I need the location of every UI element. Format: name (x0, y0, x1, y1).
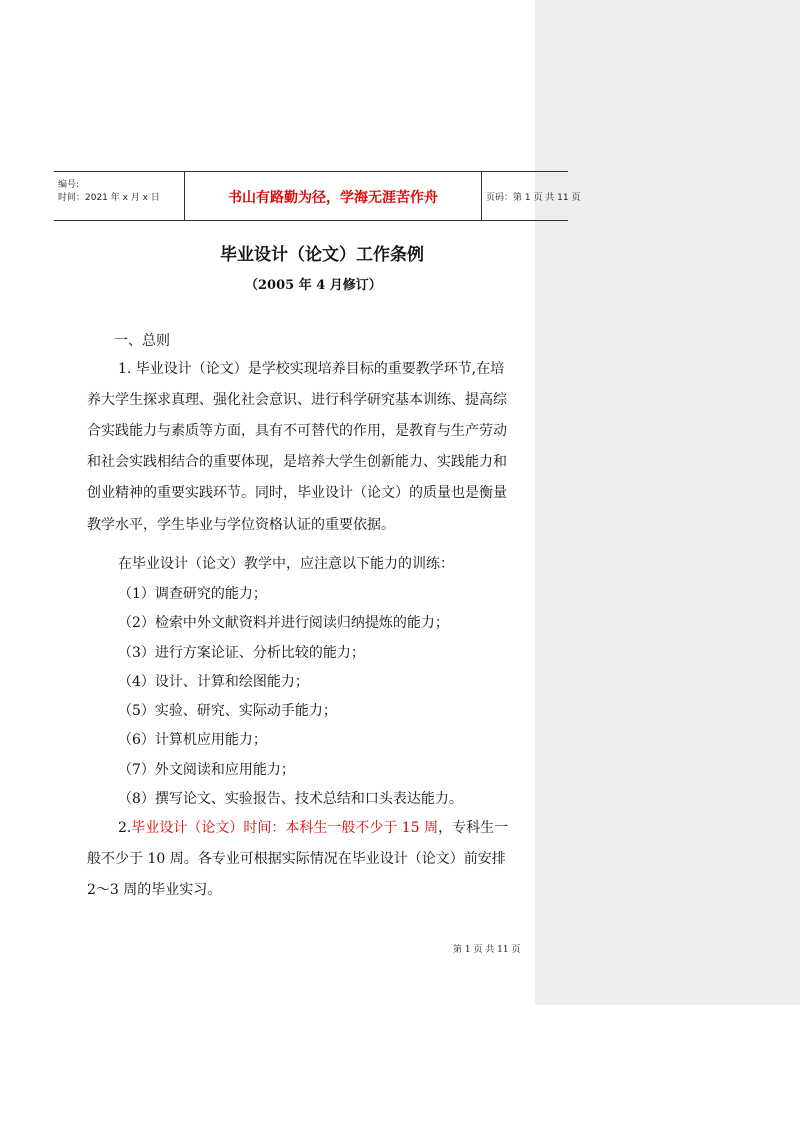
para1-line: 教学水平，学生毕业与学位资格认证的重要依据。 (87, 517, 395, 533)
para2-highlight: 毕业设计（论文）时间：本科生一般不少于 15 周 (131, 820, 439, 836)
para1-line: 创业精神的重要实践环节。同时，毕业设计（论文）的质量也是衡量 (87, 485, 507, 501)
ability-item: （6）计算机应用能力； (118, 732, 267, 748)
ability-item: （1）调查研究的能力； (118, 586, 267, 602)
header-right-cell (481, 172, 581, 220)
header-time: 时间：2021 年 x 月 x 日 (58, 193, 160, 203)
header-left-cell (54, 172, 184, 220)
header-motto: 书山有路勤为径，学海无涯苦作舟 (228, 190, 438, 206)
section-heading: 一、总则 (114, 333, 170, 349)
header-number: 编号: (58, 180, 80, 190)
document-subtitle: （2005 年 4 月修订） (245, 278, 382, 293)
para1-line: 合实践能力与素质等方面，具有不可替代的作用，是教育与生产劳动 (87, 423, 507, 439)
para2-line3: 2～3 周的毕业实习。 (87, 882, 222, 898)
ability-item: （5）实验、研究、实际动手能力； (118, 703, 337, 719)
para1-line: 和社会实践相结合的重要体现，是培养大学生创新能力、实践能力和 (87, 454, 507, 470)
ability-item: （3）进行方案论证、分析比较的能力； (118, 645, 365, 661)
para2-number: 2. (118, 820, 132, 836)
ability-item: （2）检索中外文献资料并进行阅读归纳提炼的能力； (118, 615, 449, 631)
ability-item: （7）外文阅读和应用能力； (118, 762, 295, 778)
document-header (54, 171, 581, 221)
ability-item: （8）撰写论文、实验报告、技术总结和口头表达能力。 (118, 791, 463, 807)
ability-item: （4）设计、计算和绘图能力； (118, 674, 309, 690)
para2-line1 (118, 817, 508, 837)
abilities-intro: 在毕业设计（论文）教学中，应注意以下能力的训练： (118, 556, 454, 572)
document-title: 毕业设计（论文）工作条例 (220, 245, 424, 265)
para1-line: 1. 毕业设计（论文）是学校实现培养目标的重要教学环节,在培 (118, 361, 505, 377)
comment-sidebar (535, 0, 800, 1005)
para1-line: 养大学生探求真理、强化社会意识、进行科学研究基本训练、提高综 (87, 392, 507, 408)
page-footer: 第 1 页 共 11 页 (453, 945, 521, 955)
header-page-number: 页码：第 1 页 共 11 页 (486, 193, 581, 203)
para2-rest: ，专科生一 (438, 820, 509, 836)
header-motto-cell (184, 172, 482, 220)
para2-line2: 般不少于 10 周。各专业可根据实际情况在毕业设计（论文）前安排 (87, 851, 506, 867)
